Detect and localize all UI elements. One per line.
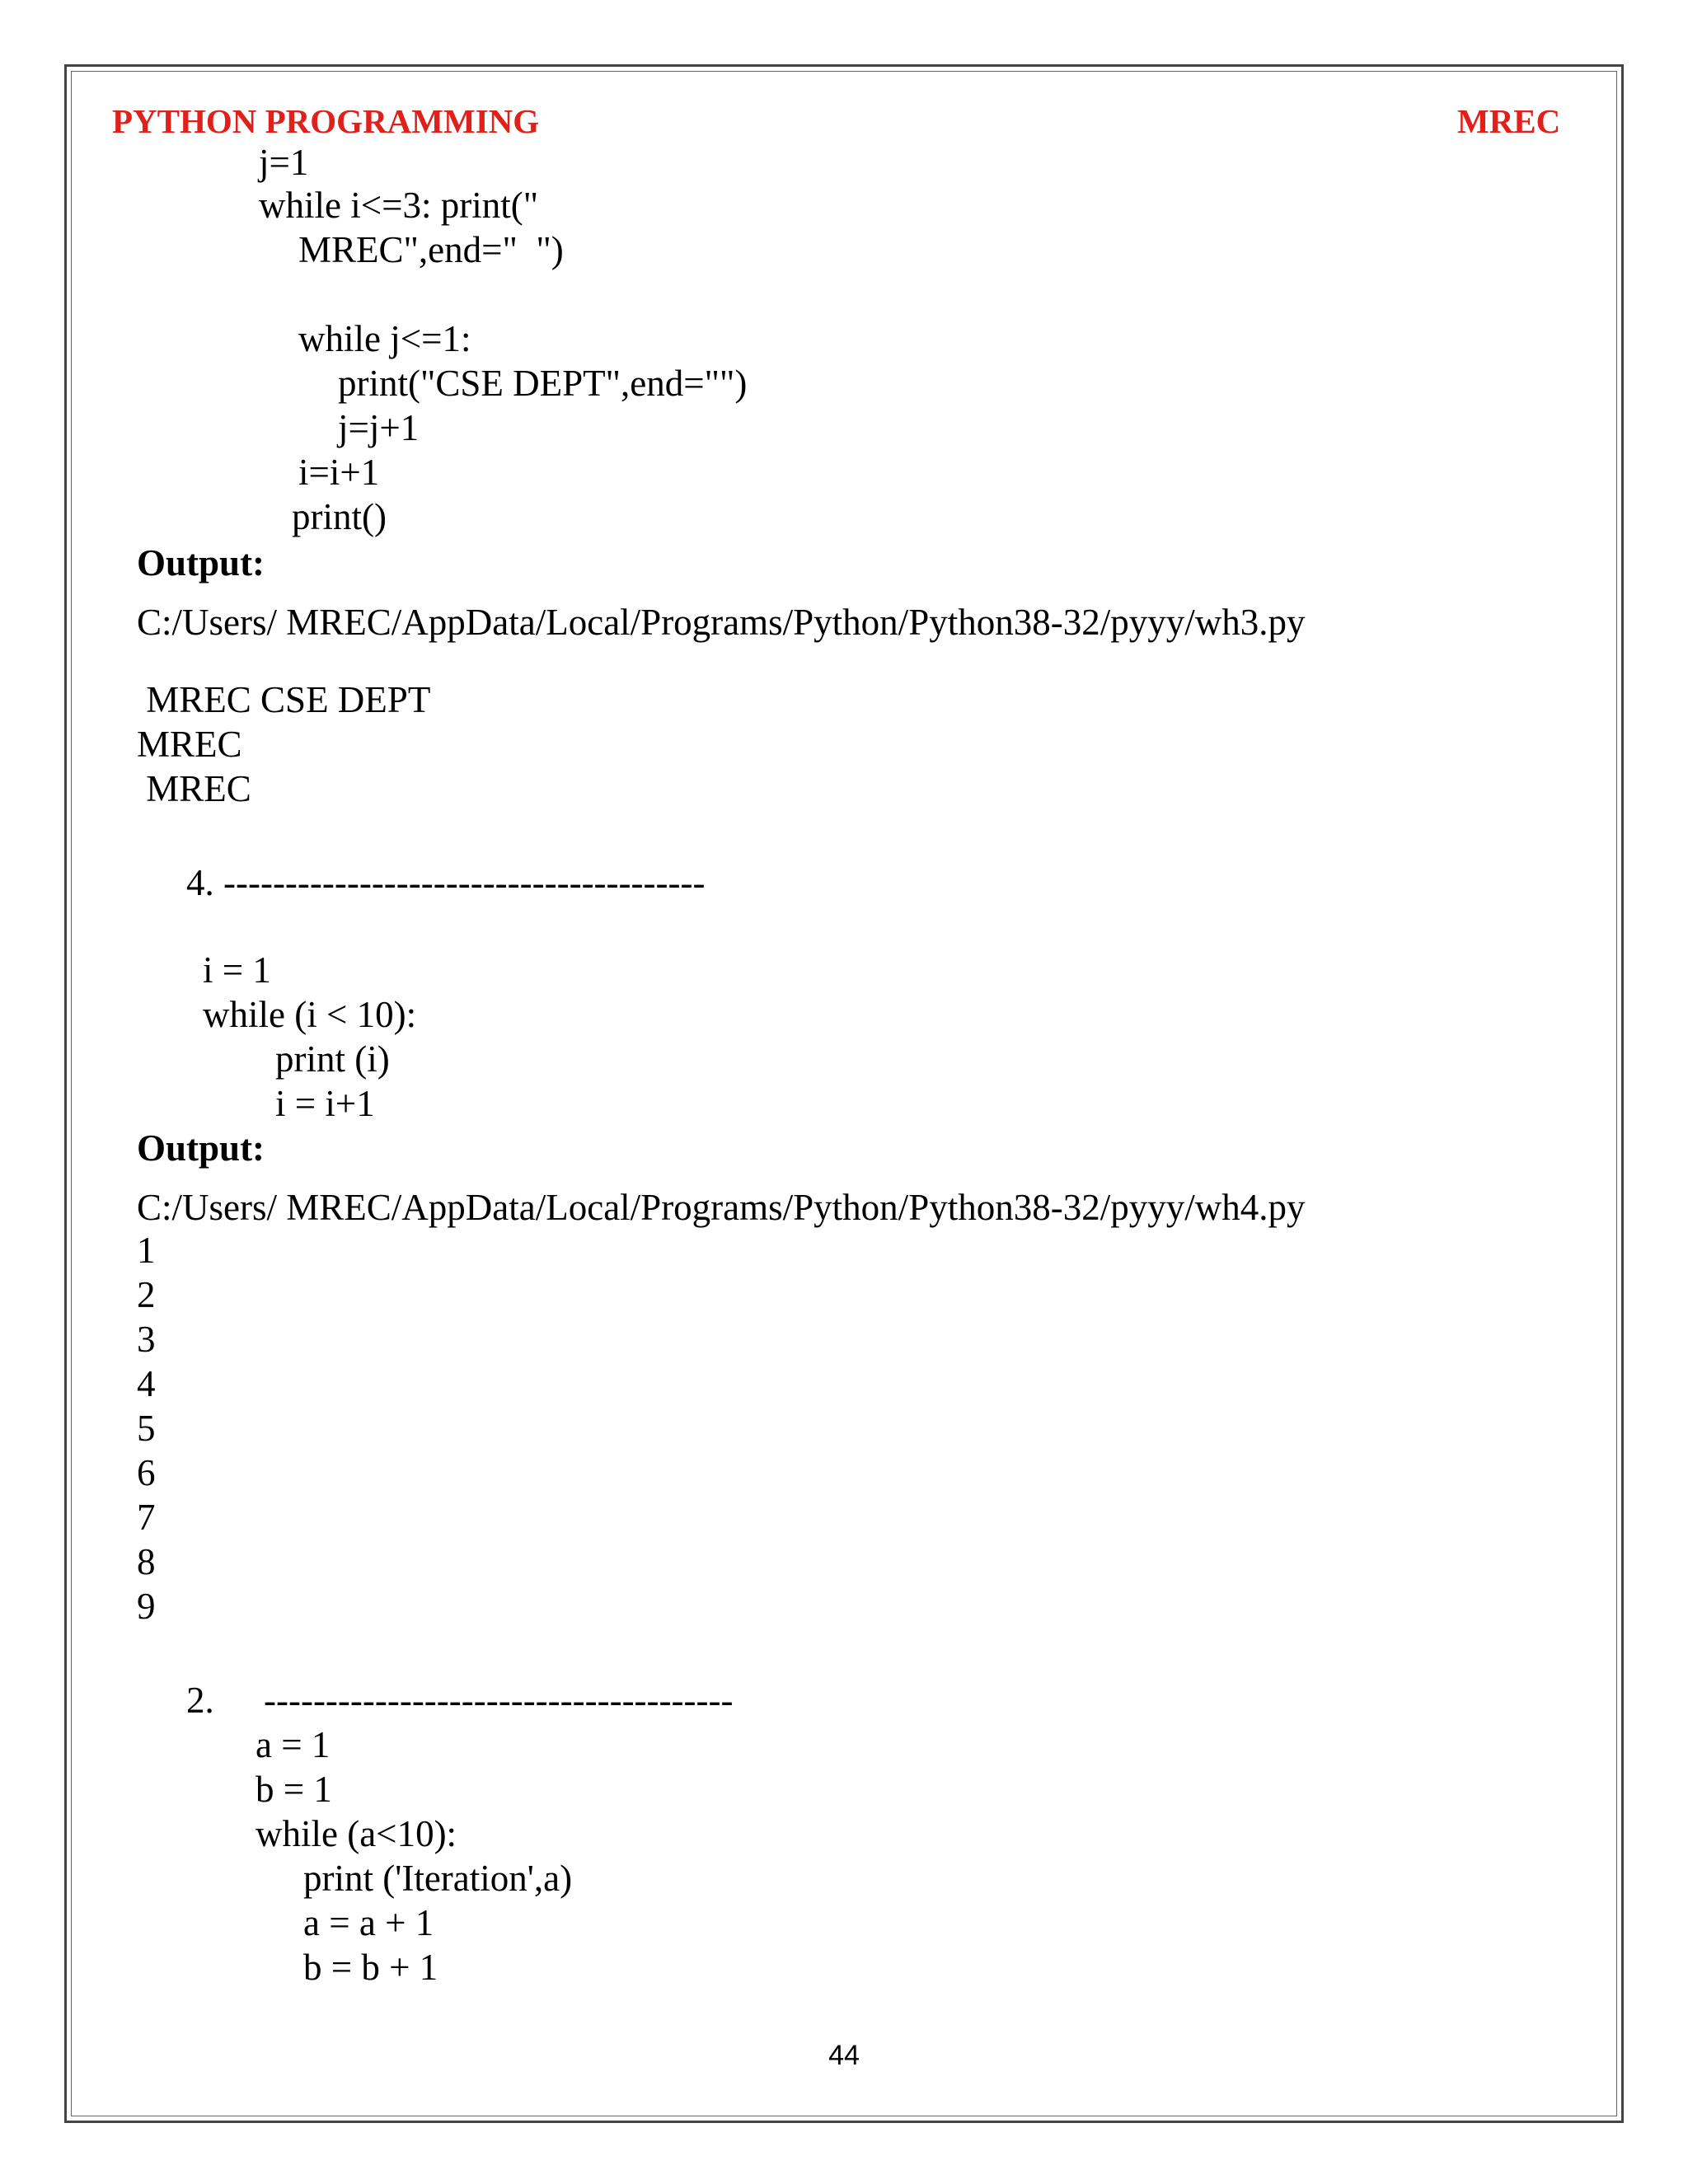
header-title: PYTHON PROGRAMMING — [112, 102, 540, 140]
output-path: C:/Users/ MREC/AppData/Local/Programs/Python/Python38-32/pyyy/wh3.py — [137, 602, 1306, 643]
code-line: MREC",end=" ") — [298, 229, 564, 270]
code-line: j=j+1 — [338, 407, 420, 448]
output-heading: Output: — [137, 1127, 265, 1169]
code-line: while (i < 10): — [203, 994, 417, 1035]
output-line: 1 — [137, 1230, 156, 1271]
output-line: 2 — [137, 1274, 156, 1315]
code-line: b = 1 — [256, 1769, 332, 1810]
header-org: MREC — [1457, 102, 1561, 140]
output-line: MREC — [137, 768, 251, 809]
output-line: 6 — [137, 1452, 156, 1493]
code-line: print("CSE DEPT",end="") — [338, 363, 748, 404]
code-line: while (a<10): — [256, 1813, 457, 1854]
output-line: 3 — [137, 1319, 156, 1360]
output-line: MREC CSE DEPT — [137, 679, 431, 720]
page-number: 44 — [828, 2040, 860, 2071]
item-number: 2. — [186, 1680, 214, 1721]
output-line: 7 — [137, 1497, 156, 1538]
output-line: MREC — [137, 724, 242, 765]
output-path: C:/Users/ MREC/AppData/Local/Programs/Python/Python38-32/pyyy/wh4.py — [137, 1187, 1306, 1228]
code-line: a = a + 1 — [303, 1902, 434, 1943]
code-line: a = 1 — [256, 1724, 331, 1765]
item-heading: 4. --------------------------------------- — [186, 862, 706, 903]
output-line: 8 — [137, 1541, 156, 1582]
code-line: print() — [292, 496, 387, 537]
output-line: 5 — [137, 1408, 156, 1449]
output-line: 4 — [137, 1363, 156, 1404]
code-line: print (i) — [275, 1038, 390, 1080]
code-line: i = 1 — [203, 949, 271, 991]
item-dashes: -------------------------------------- — [264, 1680, 734, 1721]
code-line: print ('Iteration',a) — [303, 1858, 573, 1899]
output-heading: Output: — [137, 542, 265, 583]
code-line: while j<=1: — [298, 318, 471, 359]
code-line: j=1 — [259, 142, 309, 183]
code-line: i = i+1 — [275, 1083, 375, 1124]
code-line: b = b + 1 — [303, 1947, 438, 1988]
code-line: i=i+1 — [298, 452, 380, 493]
code-line: while i<=3: print(" — [259, 185, 539, 226]
output-line: 9 — [137, 1586, 156, 1627]
